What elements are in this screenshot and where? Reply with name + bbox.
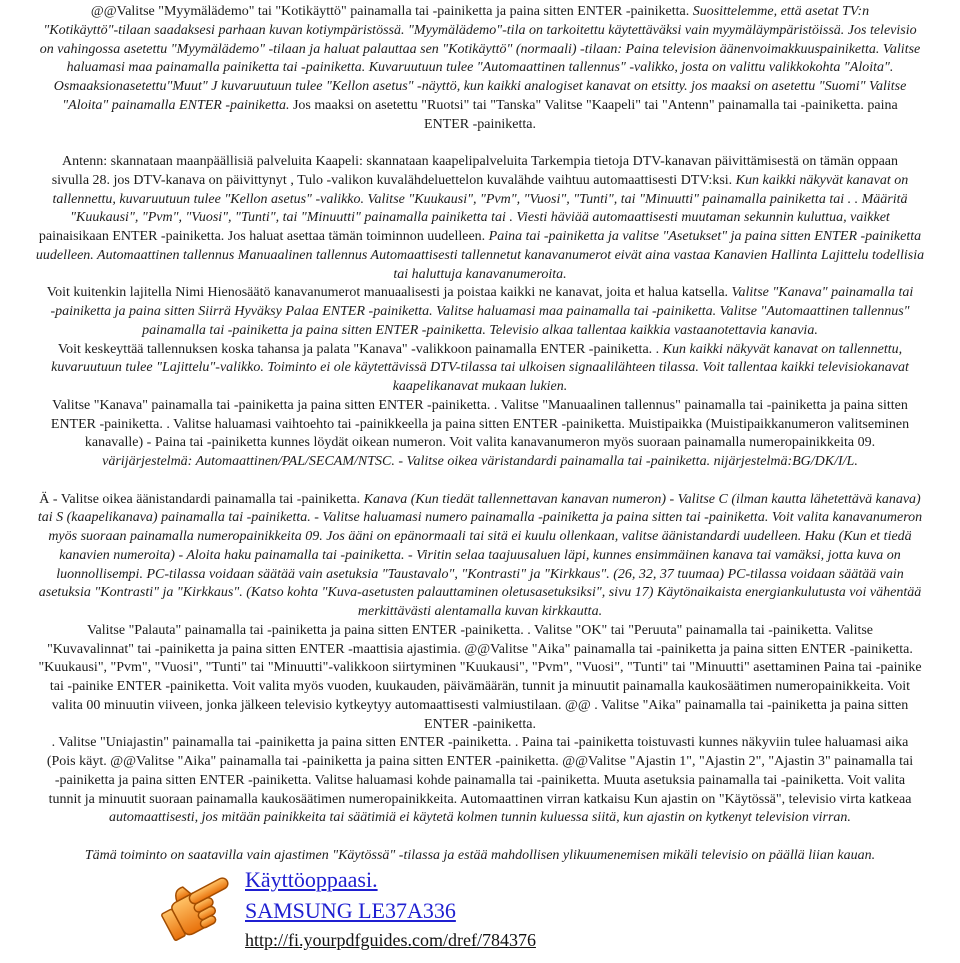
text-line — [0, 847, 960, 866]
text-line — [0, 341, 960, 360]
text-line — [0, 228, 960, 247]
text-line — [0, 659, 960, 678]
text-segment: Valitse "Kanava" painamalla tai — [731, 285, 914, 301]
text-segment: tai haluttuja kanavanumeroita. — [393, 266, 567, 282]
text-segment: "Aloita" painamalla ENTER -painiketta. — [62, 97, 293, 113]
text-line — [0, 322, 960, 341]
text-line — [0, 153, 960, 172]
text-line — [0, 453, 960, 472]
text-segment: merkittävästi alentamalla kuvan kirkkautta. — [357, 604, 603, 619]
text-line — [0, 753, 960, 772]
text-line — [0, 791, 960, 810]
text-line — [0, 547, 960, 566]
text-segment: Voit kuitenkin lajitella Nimi Hienosäätö kanavanumerot manuaalisesti ja poistaa kaikki ne kanavat, joita et halua katsella. — [46, 285, 732, 301]
text-line — [0, 584, 960, 603]
text-line — [0, 622, 960, 641]
text-segment: tallennettu, kuvaruutuun tulee "Kellon asetus" -valikko. Valitse "Kuukausi", "Pvm", "Vuosi", "Tunti", tai "Minuutti" painamalla painiketta tai . . Määritä — [52, 191, 908, 207]
text-segment: @@Valitse "Myymälädemo" tai "Kotikäyttö" painamalla tai -painiketta ja paina sitten ENTER -painiketta. — [90, 4, 693, 19]
text-line — [0, 191, 960, 210]
text-segment: Suosittelemme, että asetat TV:n — [692, 4, 870, 19]
text-segment: Kanava (Kun tiedät tallennettavan kanavan numeron) - Valitse C (ilman kautta lähetettävä kanava) — [363, 491, 921, 507]
text-line — [0, 209, 960, 228]
text-line — [0, 434, 960, 453]
text-segment: luonnollisempi. PC-tilassa voidaan säätää vain asetuksia "Taustavalo", "Kontrasti" ja "Kirkkaus". (26, 32, 37 tuumaa) PC-tilassa voidaan säätää vain — [56, 566, 904, 582]
text-segment: Kun kaikki näkyvät kanavat on tallennettu, — [662, 341, 903, 357]
text-line — [0, 716, 960, 735]
text-line — [0, 378, 960, 397]
text-segment: myös suoraan painamalla numeropainikkeita 09. Jos ääni on epänormaali tai sitä ei kuulu ollenkaan, valitse äänistandardi uudelleen. Haku (Kun et tiedä — [48, 529, 912, 544]
text-line — [0, 772, 960, 791]
text-segment: Antenn: skannataan maanpäällisiä palveluita Kaapeli: skannataan kaapelipalveluita Tarkempia tietoja DTV-kanavan päivittämisestä on tämän oppaan — [62, 154, 898, 169]
text-line — [0, 172, 960, 191]
text-segment: Voit keskeyttää tallennuksen koska tahansa ja palata "Kanava" -valikkoon painamalla ENTER -painiketta. . — [57, 341, 663, 357]
text-segment: Paina tai -painiketta ja valitse "Asetukset" ja paina sitten ENTER -painiketta — [488, 229, 922, 244]
text-segment: Valitse "Palauta" painamalla tai -painiketta ja paina sitten ENTER -painiketta. . Valitse "OK" tai "Peruuta" painamalla tai -painiketta. Valitse — [86, 622, 874, 638]
text-line — [0, 3, 960, 22]
text-line — [0, 397, 960, 416]
manual-text-body — [0, 3, 960, 884]
model-link[interactable]: SAMSUNG LE37A336 — [245, 898, 456, 923]
text-segment: "Kuvavalinnat" tai -painiketta ja paina sitten ENTER -maattisia ajastimia. @@Valitse "Aika" painamalla tai -painiketta ja paina sitten ENTER -painiketta. — [47, 641, 913, 657]
text-line — [0, 416, 960, 435]
text-segment: asetuksia "Kontrasti" ja "Kirkkaus". (Katso kohta "Kuva-asetusten palauttaminen oletusasetuksiksi", sivu 17) Käytönaikaista energiankulutusta voi vähentää — [38, 585, 922, 601]
text-segment: tunnit ja minuutit suoraan painamalla kaukosäätimen numeropainikkeita. Automaattinen virran katkaisu Kun ajastin on "Käytössä", televisio virta katkeaa — [48, 791, 912, 807]
text-segment: valita 00 minuutin viiveen, jonka jälkeen televisio kytkeytyy automaattisesti valmiustilaan. @@ . Valitse "Aika" painamalla tai -painiketta ja paina sitten — [51, 697, 909, 713]
text-segment: on vahingossa asetettu "Myymälädemo" -tilaan ja haluat palauttaa sen "Kotikäyttö" (normaali) -tilaan: Paina television äänenvoimakkuuspainiketta. Valitse — [39, 41, 921, 57]
text-line — [0, 641, 960, 660]
text-segment: Osmaaksionasetettu"Muut" J kuvaruutuun tulee "Kellon asetus" -näyttö, kun kaikki analogiset kanavat on etsitty. jos maaksi on asetettu "Suomi" Valitse — [53, 79, 907, 94]
text-segment: painaisikaan ENTER -painiketta. Jos haluat asettaa tämän toiminnon uudelleen. — [38, 229, 489, 244]
text-line — [0, 247, 960, 266]
source-url-link[interactable]: http://fi.yourpdfguides.com/dref/784376 — [245, 930, 536, 950]
text-segment: ENTER -painiketta. . Valitse haluamasi vaihtoehto tai -painikkeella ja paina sitten ENTER -painiketta. Muistipaikka (Muistipaikkanumeron valitseminen — [50, 416, 910, 432]
text-paragraph — [0, 847, 960, 866]
text-line — [0, 491, 960, 510]
text-paragraph — [0, 491, 960, 829]
text-segment: Kun kaikki näkyvät kanavat on — [735, 172, 909, 188]
text-line — [0, 266, 960, 285]
text-segment: ENTER -painiketta. — [424, 116, 536, 132]
text-line — [0, 303, 960, 322]
text-segment: uudelleen. Automaattinen tallennus Manuaalinen tallennus Automaattisesti tallennetut kanavanumerot eivät aina vastaa Kanavien Hallinta Lajittelu todellisia — [35, 247, 925, 263]
text-segment: . Valitse "Uniajastin" painamalla tai -painiketta ja paina sitten ENTER -painiketta. . Paina tai -painiketta toistuvasti kunnes näkyviin tulee haluamasi aika — [51, 735, 909, 751]
text-segment: kanavien numeroita) - Aloita haku painamalla tai -painiketta. - Viritin selaa taajuusaluen läpi, kunnes ensimmäinen kanava tai vamäksi, jotta kuva on — [59, 547, 901, 563]
text-segment: värijärjestelmä: Automaattinen/PAL/SECAM/NTSC. - Valitse oikea väristandardi painamalla tai -painiketta. nijärjestelmä:BG/DK/I/L. — [102, 454, 858, 469]
text-segment: -painiketta ja paina sitten Siirrä Hyväksy Palaa ENTER -painiketta. Valitse haluamasi maa painamalla tai -painiketta. Valitse "Automaattinen tallennus" — [50, 304, 910, 319]
manual-link[interactable]: Käyttöoppaasi. — [245, 867, 378, 892]
text-segment: (Pois käyt. @@Valitse "Aika" painamalla tai -painiketta ja paina sitten ENTER -painiketta. @@Valitse "Ajastin 1", "Ajastin 2", "Ajastin 3" painamalla tai — [46, 754, 914, 769]
text-line — [0, 359, 960, 378]
text-line — [0, 603, 960, 622]
text-line — [0, 509, 960, 528]
text-segment: tai -painike ENTER -painiketta. Voit valita myös vuoden, kuukauden, päivämäärän, tunnit ja minuutit painamalla kaukosäätimen numeropainikkeita. Voit — [49, 679, 911, 694]
text-line — [0, 78, 960, 97]
text-segment: Valitse "Kanava" painamalla tai -painiketta ja paina sitten ENTER -painiketta. . Valitse "Manuaalinen tallennus" painamalla tai -painiketta ja paina sitten — [52, 397, 908, 413]
text-segment: "Kuukausi", "Pvm", "Vuosi", "Tunti" tai "Minuutti"-valikkoon siirtyminen "Kuukausi", "Pvm", "Vuosi", "Tunti" tai "Minuutti" asettaminen Paina tai -painike — [38, 660, 922, 676]
text-line — [0, 116, 960, 135]
text-line — [0, 97, 960, 116]
text-line — [0, 59, 960, 78]
text-segment: ENTER -painiketta. — [424, 716, 536, 732]
text-segment: tai S (kaapelikanava) painamalla tai -painiketta. - Valitse haluamasi numero painamalla -painiketta ja paina sitten tai -painiketta. Voit valita kanavanumeron — [37, 510, 923, 526]
text-segment: automaattisesti, jos mitään painikkeita tai säätimiä ei käytetä kolmen tunnin kuluessa siitä, kun ajastin on kytkenyt television virran. — [109, 810, 851, 826]
text-segment: kaapelikanavat mukaan lukien. — [392, 379, 568, 394]
text-line — [0, 22, 960, 41]
text-line — [0, 809, 960, 828]
text-paragraph — [0, 3, 960, 134]
text-line — [0, 697, 960, 716]
text-line — [0, 566, 960, 585]
text-segment: haluamasi maa painamalla painiketta tai -painiketta. Kuvaruutuun tulee "Automaattinen tallennus" -valikko, josta on valittu valikkokohta "Aloita". — [66, 60, 894, 76]
text-segment: Tämä toiminto on saatavilla vain ajastimen "Käytössä" -tilassa ja estää mahdollisen ylikuumenemisen mikäli televisio on päällä liian kauan. — [84, 847, 876, 863]
text-segment: kanavalle) - Paina tai -painiketta kunnes löydät oikean numeron. Voit valita kanavanumeron myös suoraan painamalla numeropainikkeita 09. — [84, 435, 876, 451]
text-segment: Ä - Valitse oikea äänistandardi painamalla tai -painiketta. — [39, 491, 364, 507]
text-line — [0, 734, 960, 753]
text-segment: -painiketta ja paina sitten ENTER -painiketta. Valitse haluamasi kohde painamalla tai -painiketta. Muuta asetuksia painamalla tai -painiketta. Voit valita — [54, 772, 906, 788]
text-line — [0, 528, 960, 547]
text-line — [0, 678, 960, 697]
text-segment: kuvaruutuun tulee "Lajittelu"-valikko. Toiminto ei ole käytettävissä DTV-tilassa tai ulkoisen signaalilähteen tilassa. Voit tallentaa kaikki televisiokanavat — [51, 360, 909, 376]
text-segment: sivulla 28. jos DTV-kanava on päivittynyt , Tulo -valikon kuvalähdeluettelon kuvalähde vaihtuu automaattisesti DTV:ksi. — [51, 172, 736, 188]
text-segment: "Kotikäyttö"-tilaan saadaksesi parhaan kuvan kotiympäristössä. "Myymälädemo"-tila on tarkoitettu käytettäväksi vain myymäläympäristöissä. Jos televisio — [43, 22, 917, 38]
text-segment: Jos maaksi on asetettu "Ruotsi" tai "Tanska" Valitse "Kaapeli" tai "Antenn" painamalla tai -painiketta. paina — [292, 97, 898, 113]
text-line — [0, 41, 960, 60]
text-paragraph — [0, 153, 960, 472]
hand-pointer-icon — [155, 862, 241, 948]
text-segment: "Kuukausi", "Pvm", "Vuosi", "Tunti", tai "Minuutti" painamalla painiketta tai . Viesti häviää automaattisesti muutaman sekunnin kuluttua, vaikket — [70, 210, 890, 226]
text-line — [0, 284, 960, 303]
text-segment: painamalla tai -painiketta ja paina sitten ENTER -painiketta. Televisio alkaa tallentaa kaikkia vastaanotettavia kanavia. — [142, 322, 818, 338]
